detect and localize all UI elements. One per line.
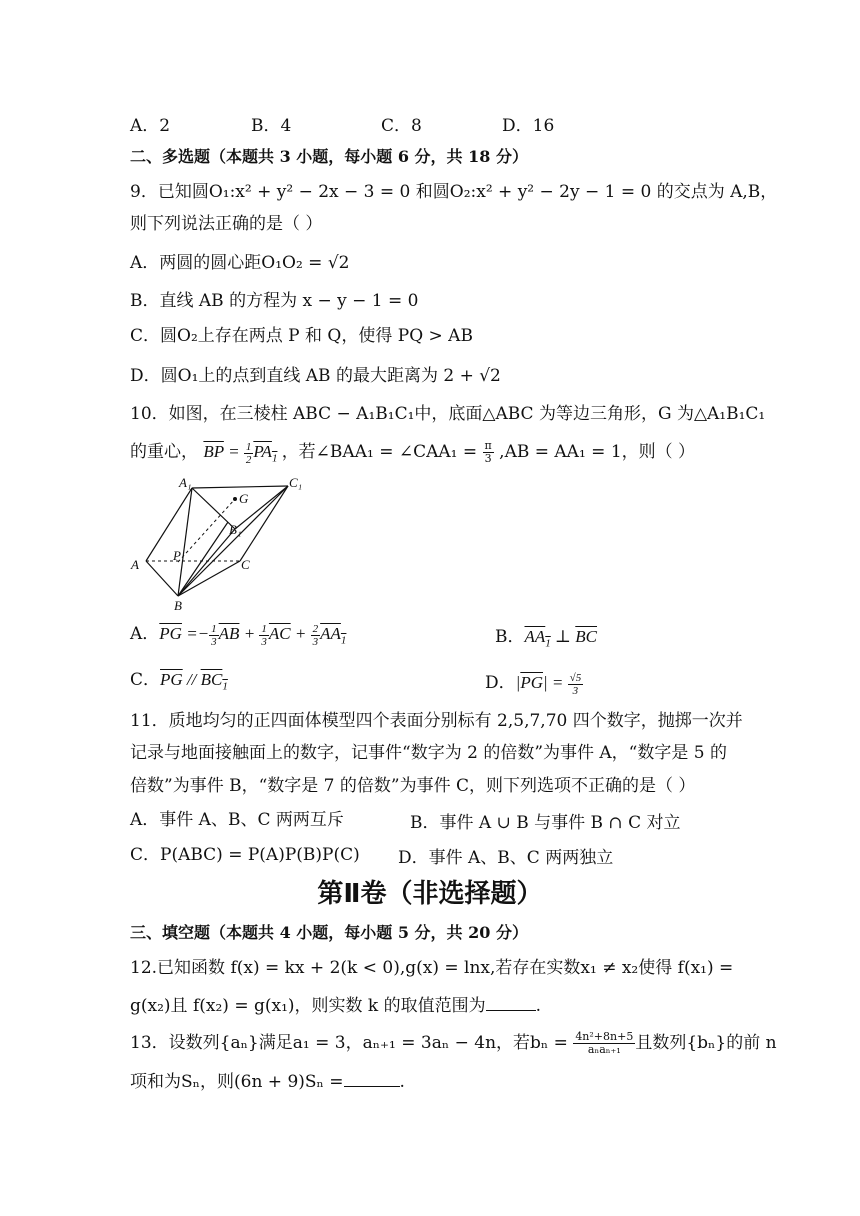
q9-option-b: B．直线 AB 的方程为 x − y − 1 = 0	[130, 291, 419, 311]
q11-stem-line1: 11．质地均匀的正四面体模型四个表面分别标有 2,5,7,70 四个数字，抛掷一次并	[130, 711, 743, 731]
q10-stem-part3: ,AB = AA₁ = 1，则（ ）	[499, 442, 696, 462]
section3-heading: 三、填空题（本题共 4 小题，每小题 5 分，共 20 分）	[130, 923, 528, 942]
q11-option-b: B．事件 A ∪ B 与事件 B ∩ C 对立	[410, 813, 681, 833]
q9-option-c: C．圆O₂上存在两点 P 和 Q，使得 PQ > AB	[130, 326, 473, 346]
label-b1: B₁	[229, 522, 242, 537]
q10-option-a: A．$\overline{PG}$ =− $\frac{1}{3}$ $\overline{AB}$ + $\frac{1}{3}$ $\overline{AC}$ + $\frac{2}{3}$ $AA_1$	[130, 622, 347, 648]
q9-option-a: A．两圆的圆心距O₁O₂ = √2	[130, 253, 350, 273]
q9-stem-line1: 9．已知圆O₁:x² + y² − 2x − 3 = 0 和圆O₂:x² + y² − 2y − 1 = 0 的交点为 A,B，	[130, 182, 778, 202]
q10-option-c: C．$\overline{PG} // BC_1$	[130, 670, 228, 693]
q12-stem-line2: g(x₂)且 f(x₂) = g(x₁)，则实数 k 的取值范围为 .	[130, 996, 542, 1016]
label-g: G	[239, 491, 249, 506]
q8-option-c: C．8	[381, 116, 422, 136]
label-a1: A₁	[179, 475, 192, 490]
label-c1: C₁	[289, 475, 303, 490]
q11-stem-line2: 记录与地面接触面上的数字，记事件“数字为 2 的倍数”为事件 A，“数字是 5 的	[130, 743, 727, 763]
q11-option-a: A．事件 A、B、C 两两互斥	[130, 810, 344, 830]
q9-stem-line2: 则下列说法正确的是（ ）	[130, 214, 323, 234]
pi-over-3: $\frac{\pi}{3}$	[484, 439, 492, 465]
q8-option-b: B．4	[251, 116, 292, 136]
vector-bp-expr: $\overline{BP}$ = $\frac{1}{2}$ $PA_1$	[203, 440, 278, 466]
q10-stem-line2	[130, 440, 695, 470]
q13-stem-line1: 13．设数列{aₙ}满足a₁ = 3，aₙ₊₁ = 3aₙ − 4n，若bₙ = $\frac{\text{4n²+8n+5}}{\text{aₙaₙ₊₁}}$ 且数列{bₙ}的前 n	[130, 1030, 777, 1056]
q10-stem-part1: 的重心，	[130, 442, 198, 462]
q8-option-d: D．16	[502, 116, 555, 136]
q13-answer-blank[interactable]	[344, 1070, 400, 1087]
q10-option-b: B．$AA_1$ ⊥ $\overline{BC}$	[495, 627, 598, 650]
q8-option-a: A．2	[130, 116, 171, 136]
prism-figure	[125, 472, 310, 614]
q10-option-d: D．$|\overline{PG}|$ = $\frac{√5}{3}$	[485, 671, 582, 697]
part2-title: 第Ⅱ卷（非选择题）	[317, 879, 543, 909]
q11-option-d: D．事件 A、B、C 两两独立	[398, 848, 614, 868]
label-p: P	[173, 548, 181, 563]
q12-answer-blank[interactable]	[486, 994, 536, 1011]
q12-stem-line1: 12.已知函数 f(x) = kx + 2(k < 0),g(x) = lnx,若存在实数x₁ ≠ x₂使得 f(x₁) =	[130, 958, 734, 978]
q13-stem-line2: 项和为Sₙ，则(6n + 9)Sₙ = .	[130, 1072, 405, 1092]
section2-heading: 二、多选题（本题共 3 小题，每小题 6 分，共 18 分）	[130, 147, 528, 166]
q9-option-d: D．圆O₁上的点到直线 AB 的最大距离为 2 + √2	[130, 366, 501, 386]
q10-stem-part2: ，若∠BAA₁ = ∠CAA₁ =	[281, 442, 483, 462]
label-a: A	[131, 557, 139, 572]
label-c: C	[241, 557, 250, 572]
q11-stem-line3: 倍数”为事件 B，“数字是 7 的倍数”为事件 C，则下列选项不正确的是（ ）	[130, 776, 696, 796]
q10-stem-line1: 10．如图，在三棱柱 ABC − A₁B₁C₁中，底面△ABC 为等边三角形，G 为△A₁B₁C₁	[130, 404, 766, 424]
label-b: B	[174, 598, 182, 613]
q11-option-c: C．P(ABC) = P(A)P(B)P(C)	[130, 845, 360, 865]
